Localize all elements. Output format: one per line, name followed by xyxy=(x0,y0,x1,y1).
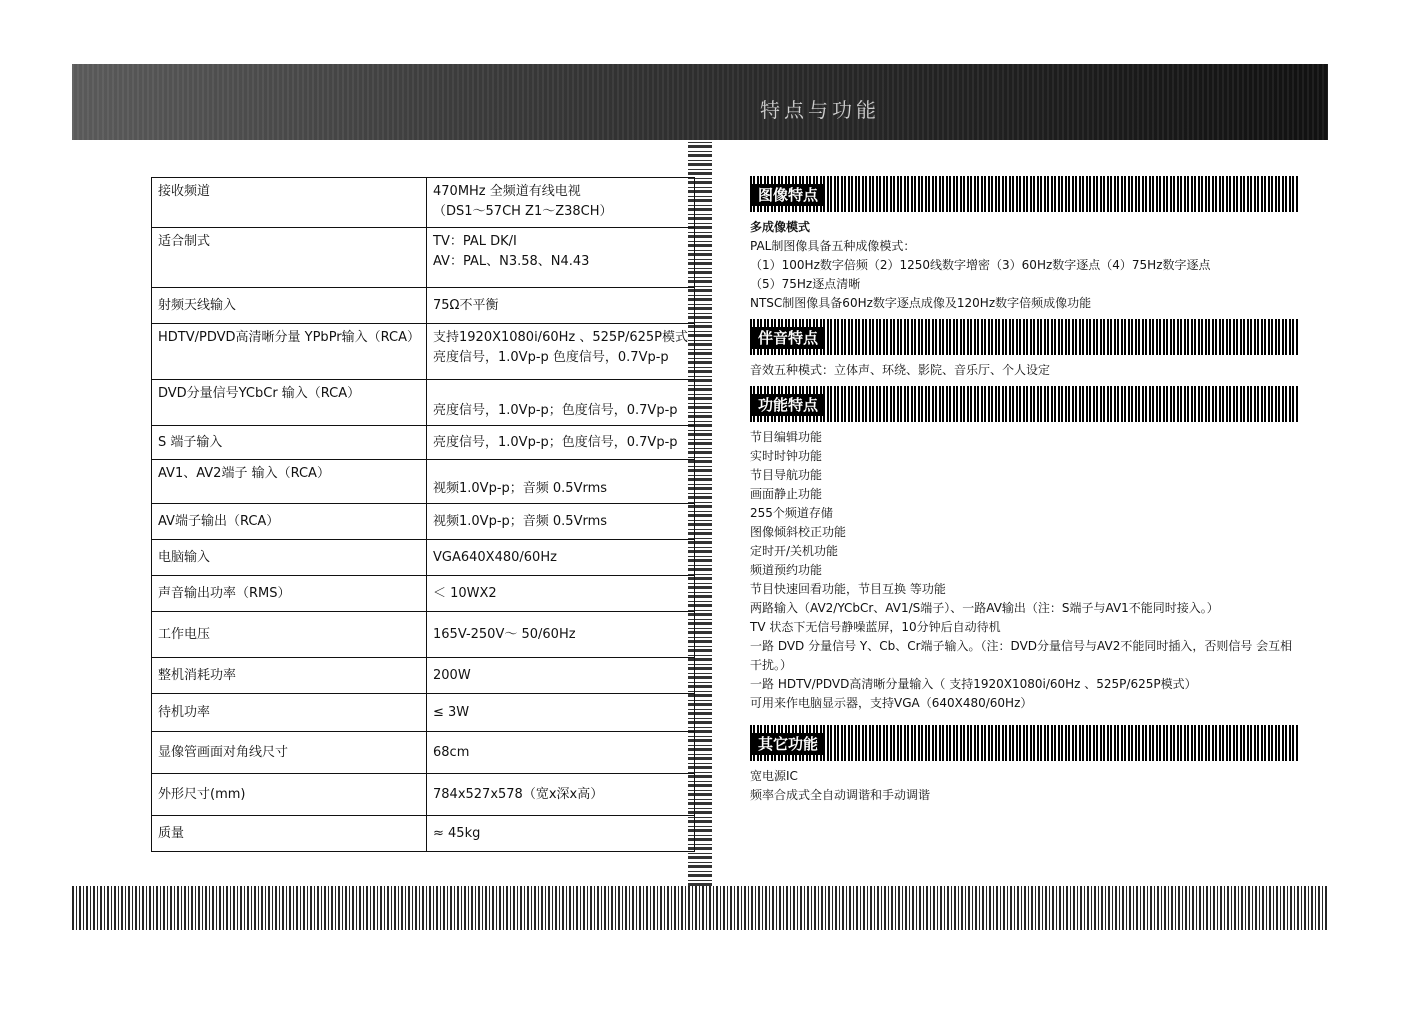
table-row xyxy=(152,732,695,774)
section-header-sound xyxy=(750,319,1298,355)
section-title: 功能特点 xyxy=(752,394,824,416)
feature-line: （5）75Hz逐点清晰 xyxy=(750,277,861,291)
spec-table xyxy=(151,177,695,852)
feature-line: 一路 HDTV/PDVD高清晰分量输入（ 支持1920X1080i/60Hz 、525P/625P模式） xyxy=(750,677,1197,691)
feature-line: 节目编辑功能 xyxy=(750,430,823,444)
spec-value: ≤ 3W xyxy=(427,694,695,732)
spec-key: 适合制式 xyxy=(152,228,427,288)
feature-line: 节目快速回看功能，节目互换 等功能 xyxy=(750,582,946,596)
table-row xyxy=(152,540,695,576)
top-header-band xyxy=(72,64,1328,140)
spec-key: 工作电压 xyxy=(152,612,427,658)
feature-line: PAL制图像具备五种成像模式： xyxy=(750,239,916,253)
spec-value: VGA640X480/60Hz xyxy=(427,540,695,576)
table-row xyxy=(152,460,695,504)
bottom-footer-band xyxy=(72,886,1328,930)
right-page-header: 特点与功能 xyxy=(760,98,880,122)
spec-key: S 端子输入 xyxy=(152,426,427,460)
spec-key: HDTV/PDVD高清晰分量 YPbPr输入（RCA） xyxy=(152,324,427,380)
feature-line: 多成像模式 xyxy=(750,220,811,234)
spec-key: 接收频道 xyxy=(152,178,427,228)
spec-key: 待机功率 xyxy=(152,694,427,732)
spec-value: TV：PAL DK/I AV：PAL、N3.58、N4.43 xyxy=(427,228,695,288)
table-row xyxy=(152,178,695,228)
spec-key: 显像管画面对角线尺寸 xyxy=(152,732,427,774)
feature-line: （1）100Hz数字倍频（2）1250线数字增密（3）60Hz数字逐点（4）75Hz数字逐点 xyxy=(750,258,1211,272)
table-row xyxy=(152,504,695,540)
spec-value: ＜ 10WX2 xyxy=(427,576,695,612)
feature-line: 图像倾斜校正功能 xyxy=(750,525,847,539)
spec-value: 视频1.0Vp-p；音频 0.5Vrms xyxy=(427,504,695,540)
feature-line: 音效五种模式：立体声、环绕、影院、音乐厅、个人设定 xyxy=(750,363,1051,377)
spec-key: DVD分量信号YCbCr 输入（RCA） xyxy=(152,380,427,426)
section-title: 伴音特点 xyxy=(752,327,824,349)
spec-key: 外形尺寸(mm) xyxy=(152,774,427,816)
spec-key: 声音输出功率（RMS） xyxy=(152,576,427,612)
section-header-function xyxy=(750,386,1298,422)
feature-line: TV 状态下无信号静噪蓝屏，10分钟后自动待机 xyxy=(750,620,1001,634)
spec-value: 亮度信号，1.0Vp-p；色度信号，0.7Vp-p xyxy=(427,426,695,460)
feature-line: 频道预约功能 xyxy=(750,563,823,577)
table-row xyxy=(152,576,695,612)
spec-value: 75Ω不平衡 xyxy=(427,288,695,324)
spec-value: 68cm xyxy=(427,732,695,774)
spec-value: 支持1920X1080i/60Hz 、525P/625P模式 亮度信号，1.0Vp-p 色度信号，0.7Vp-p xyxy=(427,324,695,380)
section-title: 其它功能 xyxy=(752,733,824,755)
section-header-other xyxy=(750,725,1298,761)
table-row xyxy=(152,658,695,694)
spec-value: 165V-250V～ 50/60Hz xyxy=(427,612,695,658)
feature-line: 宽电源IC xyxy=(750,769,798,783)
spec-key: 电脑输入 xyxy=(152,540,427,576)
table-row xyxy=(152,816,695,852)
table-row xyxy=(152,694,695,732)
feature-line: 实时时钟功能 xyxy=(750,449,823,463)
spec-key: AV1、AV2端子 输入（RCA） xyxy=(152,460,427,504)
spec-key: 质量 xyxy=(152,816,427,852)
spec-value: ≈ 45kg xyxy=(427,816,695,852)
features-column xyxy=(750,176,1298,805)
feature-line: 定时开/关机功能 xyxy=(750,544,839,558)
feature-line: 频率合成式全自动调谐和手动调谐 xyxy=(750,788,931,802)
feature-line: NTSC制图像具备60Hz数字逐点成像及120Hz数字倍频成像功能 xyxy=(750,296,1092,310)
table-row xyxy=(152,228,695,288)
table-row xyxy=(152,324,695,380)
spec-key: 射频天线输入 xyxy=(152,288,427,324)
feature-line: 画面静止功能 xyxy=(750,487,823,501)
table-row xyxy=(152,288,695,324)
feature-line: 255个频道存储 xyxy=(750,506,833,520)
table-row xyxy=(152,612,695,658)
spec-key: 整机消耗功率 xyxy=(152,658,427,694)
table-row xyxy=(152,426,695,460)
spec-value: 470MHz 全频道有线电视 （DS1～57CH Z1～Z38CH） xyxy=(427,178,695,228)
spec-value: 784x527x578（宽x深x高） xyxy=(427,774,695,816)
spec-value: 视频1.0Vp-p；音频 0.5Vrms xyxy=(427,460,695,504)
feature-line: 节目导航功能 xyxy=(750,468,823,482)
feature-line: 一路 DVD 分量信号 Y、Cb、Cr端子输入。（注：DVD分量信号与AV2不能同时插入，否则信号 会互相干扰。） xyxy=(750,639,1293,672)
spec-key: AV端子输出（RCA） xyxy=(152,504,427,540)
feature-line: 可用来作电脑显示器，支持VGA（640X480/60Hz） xyxy=(750,696,1033,710)
section-title: 图像特点 xyxy=(752,184,824,206)
table-row xyxy=(152,380,695,426)
feature-line: 两路输入（AV2/YCbCr、AV1/S端子）、一路AV输出（注：S端子与AV1不能同时接入。） xyxy=(750,601,1219,615)
spec-value: 200W xyxy=(427,658,695,694)
section-header-image xyxy=(750,176,1298,212)
spec-value: 亮度信号，1.0Vp-p；色度信号，0.7Vp-p xyxy=(427,380,695,426)
table-row xyxy=(152,774,695,816)
